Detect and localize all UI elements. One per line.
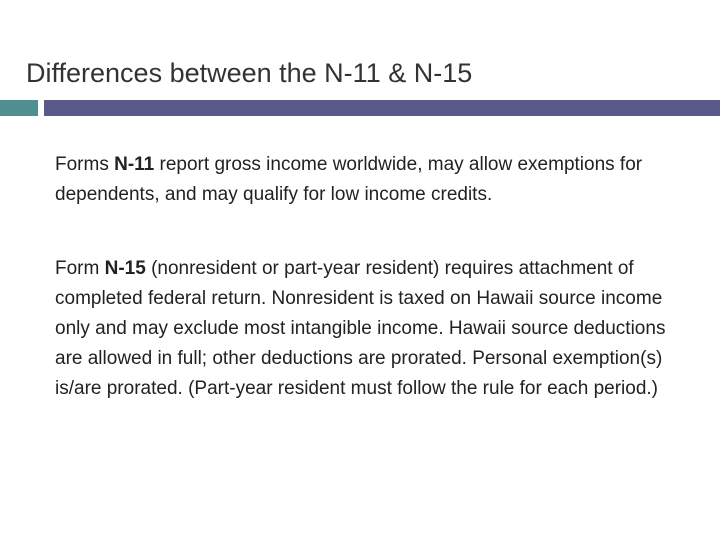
title-accent-square [0, 100, 38, 116]
paragraph-n15-prefix: Form [55, 258, 105, 279]
paragraph-n15-body: (nonresident or part-year resident) requires attachment of completed federal return. Nonresident is taxed on Hawaii source income only and may exclude most intangible income. Hawaii source deductions are allowed in full; other deductions are prorated. Personal exemption(s) is/are prorated. (Part-year resident must follow the rule for each period.) [55, 258, 666, 399]
paragraph-n11 [55, 150, 685, 210]
slide-content [55, 150, 685, 404]
paragraph-n15 [55, 254, 685, 404]
paragraph-n11-body: report gross income worldwide, may allow exemptions for dependents, and may qualify for low income credits. [55, 154, 643, 205]
slide-title: Differences between the N-11 & N-15 [26, 58, 473, 88]
form-n11-label: N-11 [114, 154, 155, 175]
form-n15-label: N-15 [104, 258, 146, 279]
title-accent-bar [44, 100, 720, 116]
paragraph-n11-prefix: Forms [55, 154, 115, 175]
